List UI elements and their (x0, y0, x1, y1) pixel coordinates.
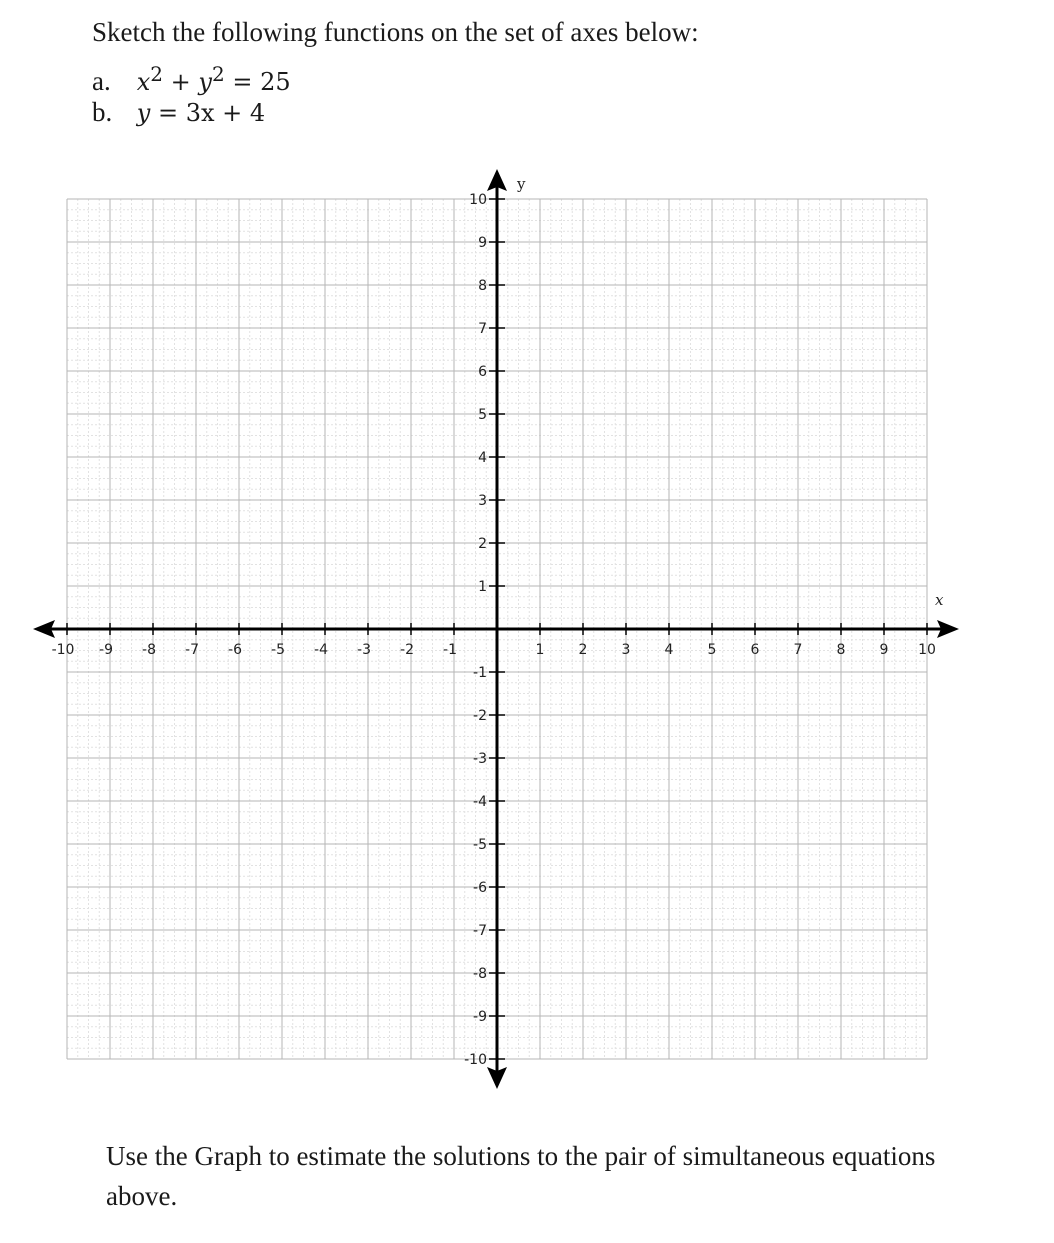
y-tick-label: -8 (473, 966, 487, 982)
y-tick-label: 7 (478, 321, 487, 337)
x-tick-label: 8 (836, 642, 846, 658)
y-tick-label: -5 (473, 837, 487, 853)
y-tick-label: -2 (473, 708, 487, 724)
y-tick-label: -6 (473, 880, 487, 896)
x-tick-label: -3 (357, 642, 371, 658)
x-tick-label: 2 (578, 642, 588, 658)
x-tick-label: -10 (51, 642, 75, 658)
x-axis-label: x (935, 591, 944, 609)
x-tick-label: -2 (400, 642, 414, 658)
function-a-label: a. (92, 66, 111, 96)
instructions-text: Sketch the following functions on the set of axes below: (92, 17, 699, 47)
x-tick-label: -5 (271, 642, 285, 658)
x-tick-label: 1 (535, 642, 545, 658)
x-tick-label: 3 (621, 642, 631, 658)
y-tick-label: 8 (478, 278, 487, 294)
x-tick-label: -4 (314, 642, 328, 658)
y-tick-label: -7 (473, 923, 487, 939)
x-tick-label: -6 (228, 642, 242, 658)
y-tick-label: 1 (478, 579, 487, 595)
y-tick-label: -4 (473, 794, 487, 810)
y-tick-label: 9 (478, 235, 487, 251)
y-tick-label: 10 (469, 192, 487, 208)
y-tick-label: -1 (473, 665, 487, 681)
x-tick-label: 9 (879, 642, 889, 658)
x-tick-label: -7 (185, 642, 199, 658)
y-tick-label: -3 (473, 751, 487, 767)
y-tick-label: -9 (473, 1009, 487, 1025)
x-tick-label: -9 (99, 642, 113, 658)
y-tick-label: 2 (478, 536, 487, 552)
x-tick-label: -8 (142, 642, 156, 658)
x-tick-label: 10 (918, 642, 936, 658)
y-tick-label: -10 (464, 1052, 487, 1068)
function-b-label: b. (92, 97, 113, 127)
y-tick-label: 6 (478, 364, 487, 380)
y-axis-label: y (517, 175, 526, 193)
x-tick-label: 7 (793, 642, 803, 658)
y-tick-label: 5 (478, 407, 487, 423)
x-tick-label: 5 (707, 642, 717, 658)
footer-instructions: Use the Graph to estimate the solutions to the pair of simultaneous equations above. (106, 1141, 936, 1211)
y-tick-label: 3 (478, 493, 487, 509)
x-tick-label: 6 (750, 642, 760, 658)
function-b-equation: y = 3x + 4 (136, 99, 266, 127)
x-tick-label: 4 (664, 642, 674, 658)
y-tick-label: 4 (478, 450, 487, 466)
x-tick-label: -1 (443, 642, 457, 658)
function-a-equation: $x^2 + y^2 = 25$ (136, 62, 291, 96)
